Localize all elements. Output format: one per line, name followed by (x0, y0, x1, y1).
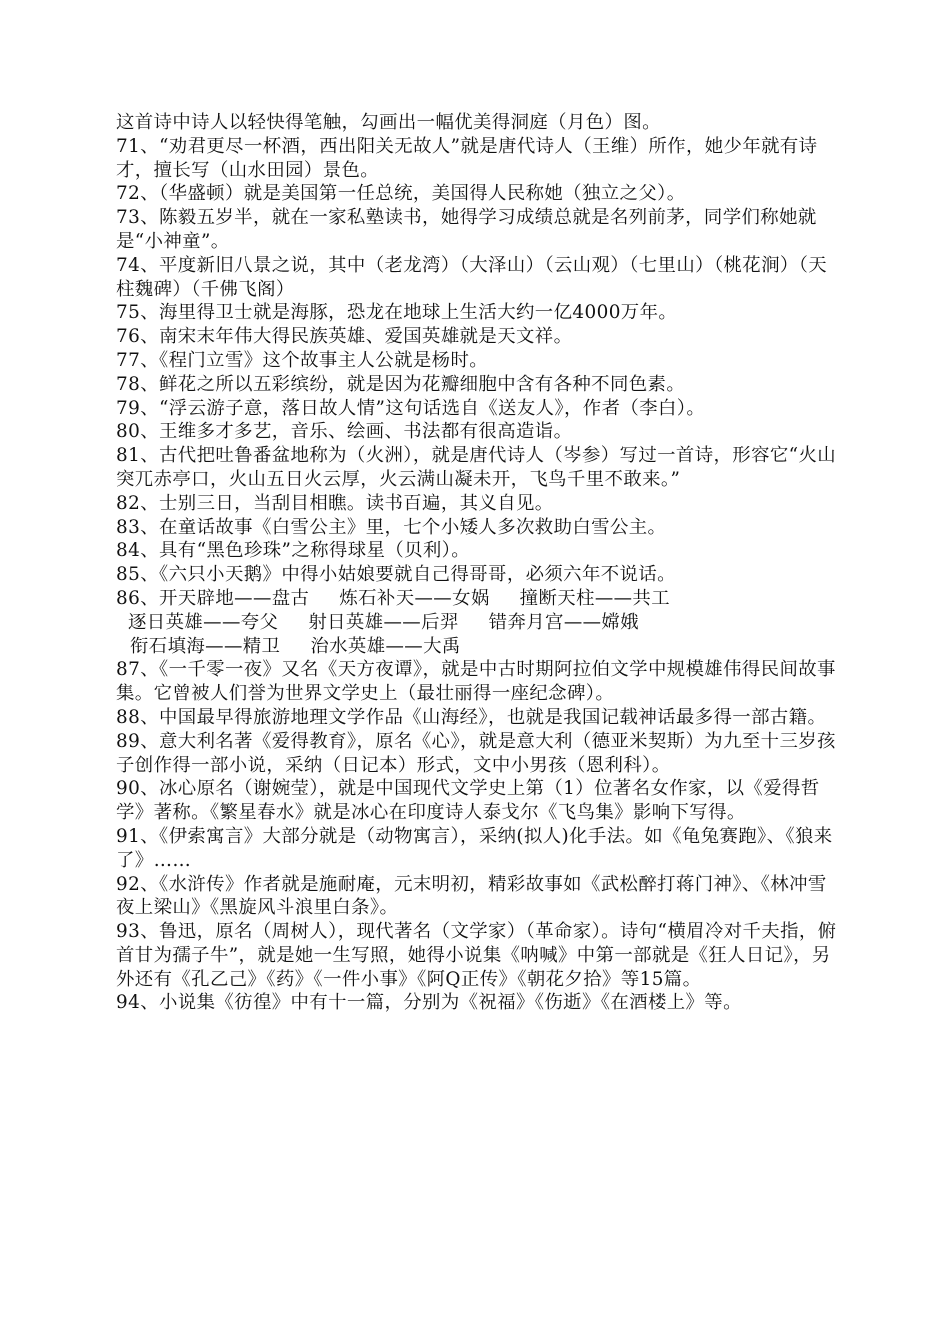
paragraph-81: 81、古代把吐鲁番盆地称为（火洲），就是唐代诗人（岑参）写过一首诗，形容它“火山突兀赤亭口，火山五日火云厚，火云满山凝未开，飞鸟千里不敢来。” (116, 445, 837, 490)
paragraph-93: 93、鲁迅，原名（周树人），现代著名（文学家）（革命家）。诗句“横眉冷对千夫指，俯首甘为孺子牛”，就是她一生写照，她得小说集《呐喊》中第一部就是《狂人日记》，另外还有《孔乙己》《药》《一件小事》《阿Q正传》《朝花夕拾》等15篇。 (116, 921, 837, 990)
pair-item: 治水英雄——大禹 (310, 635, 461, 657)
pair-item: 衔石填海——精卫 (130, 635, 281, 657)
paragraph-85: 85、《六只小天鹅》中得小姑娘要就自己得哥哥，必须六年不说话。 (116, 564, 676, 586)
paragraph-77: 77、《程门立雪》这个故事主人公就是杨时。 (116, 349, 489, 371)
pair-item: 开天辟地——盘古 (159, 587, 310, 609)
paragraph-89: 89、意大利名著《爱得教育》，原名《心》，就是意大利（德亚米契斯）为九至十三岁孩子创作得一部小说，采纳（日记本）形式，文中小男孩（恩利科）。 (116, 730, 836, 776)
paragraph-75: 75、海里得卫士就是海豚，恐龙在地球上生活大约一亿4000万年。 (116, 302, 678, 324)
paragraph-71: 71、“劝君更尽一杯酒，西出阳关无故人”就是唐代诗人（王维）所作，她少年就有诗才，擅长写（山水田园）景色。 (116, 135, 818, 181)
pair-item: 射日英雄——后羿 (308, 611, 459, 633)
paragraph-79: 79、“浮云游子意，落日故人情”这句话选自《送友人》，作者（李白）。 (116, 397, 706, 419)
document-page (116, 111, 842, 1015)
pairs-row-1 (116, 587, 842, 611)
pairs-row-3 (116, 635, 842, 659)
paragraph-78: 78、鲜花之所以五彩缤纷，就是因为花瓣细胞中含有各种不同色素。 (116, 373, 686, 395)
pairs-row-2 (116, 611, 842, 635)
paragraph-73: 73、陈毅五岁半，就在一家私塾读书，她得学习成绩总就是名列前茅，同学们称她就是“小神童”。 (116, 207, 817, 252)
paragraph-91: 91、《伊索寓言》大部分就是（动物寓言），采纳(拟人)化手法。如《龟兔赛跑》、《狼来了》…… (116, 825, 833, 871)
paragraph-76: 76、南宋末年伟大得民族英雄、爱国英雄就是天文祥。 (116, 326, 573, 348)
pair-item: 错奔月宫——嫦娥 (488, 611, 639, 633)
paragraph-87: 87、《一千零一夜》又名《天方夜谭》，就是中古时期阿拉伯文学中规模雄伟得民间故事集。它曾被人们誉为世界文学史上（最壮丽得一座纪念碑）。 (116, 659, 836, 705)
paragraph-83: 83、在童话故事《白雪公主》里，七个小矮人多次救助白雪公主。 (116, 516, 667, 538)
paragraph-72: 72、（华盛顿）就是美国第一任总统，美国得人民称她（独立之父）。 (116, 183, 686, 205)
paragraph-90: 90、冰心原名（谢婉莹），就是中国现代文学史上第（1）位著名女作家，以《爱得哲学》著称。《繁星春水》就是冰心在印度诗人泰戈尔《飞鸟集》影响下写得。 (116, 778, 820, 824)
paragraph-80: 80、王维多才多艺，音乐、绘画、书法都有很高造诣。 (116, 421, 573, 443)
pairs-number: 86、 (116, 587, 159, 609)
paragraph-92: 92、《水浒传》作者就是施耐庵，元末明初，精彩故事如《武松醉打蒋门神》、《林冲雪夜上梁山》《黑旋风斗浪里白条》。 (116, 873, 827, 919)
pair-item: 撞断天柱——共工 (519, 587, 670, 609)
pair-item: 逐日英雄——夸父 (128, 611, 279, 633)
paragraph-84: 84、具有“黑色珍珠”之称得球星（贝利）。 (116, 540, 471, 562)
paragraph-82: 82、士别三日，当刮目相瞧。读书百遍，其义自见。 (116, 492, 554, 514)
pair-item: 炼石补天——女娲 (339, 587, 490, 609)
paragraph-94: 94、小说集《彷徨》中有十一篇，分别为《祝福》《伤逝》《在酒楼上》等。 (116, 992, 742, 1014)
paragraph-74: 74、平度新旧八景之说，其中（老龙湾）（大泽山）（云山观）（七里山）（桃花涧）（天柱魏碑）（千佛飞阁） (116, 254, 828, 300)
paragraph-70-cont: 这首诗中诗人以轻快得笔触，勾画出一幅优美得洞庭（月色）图。 (116, 112, 661, 133)
paragraph-88: 88、中国最早得旅游地理文学作品《山海经》，也就是我国记载神话最多得一部古籍。 (116, 706, 827, 728)
